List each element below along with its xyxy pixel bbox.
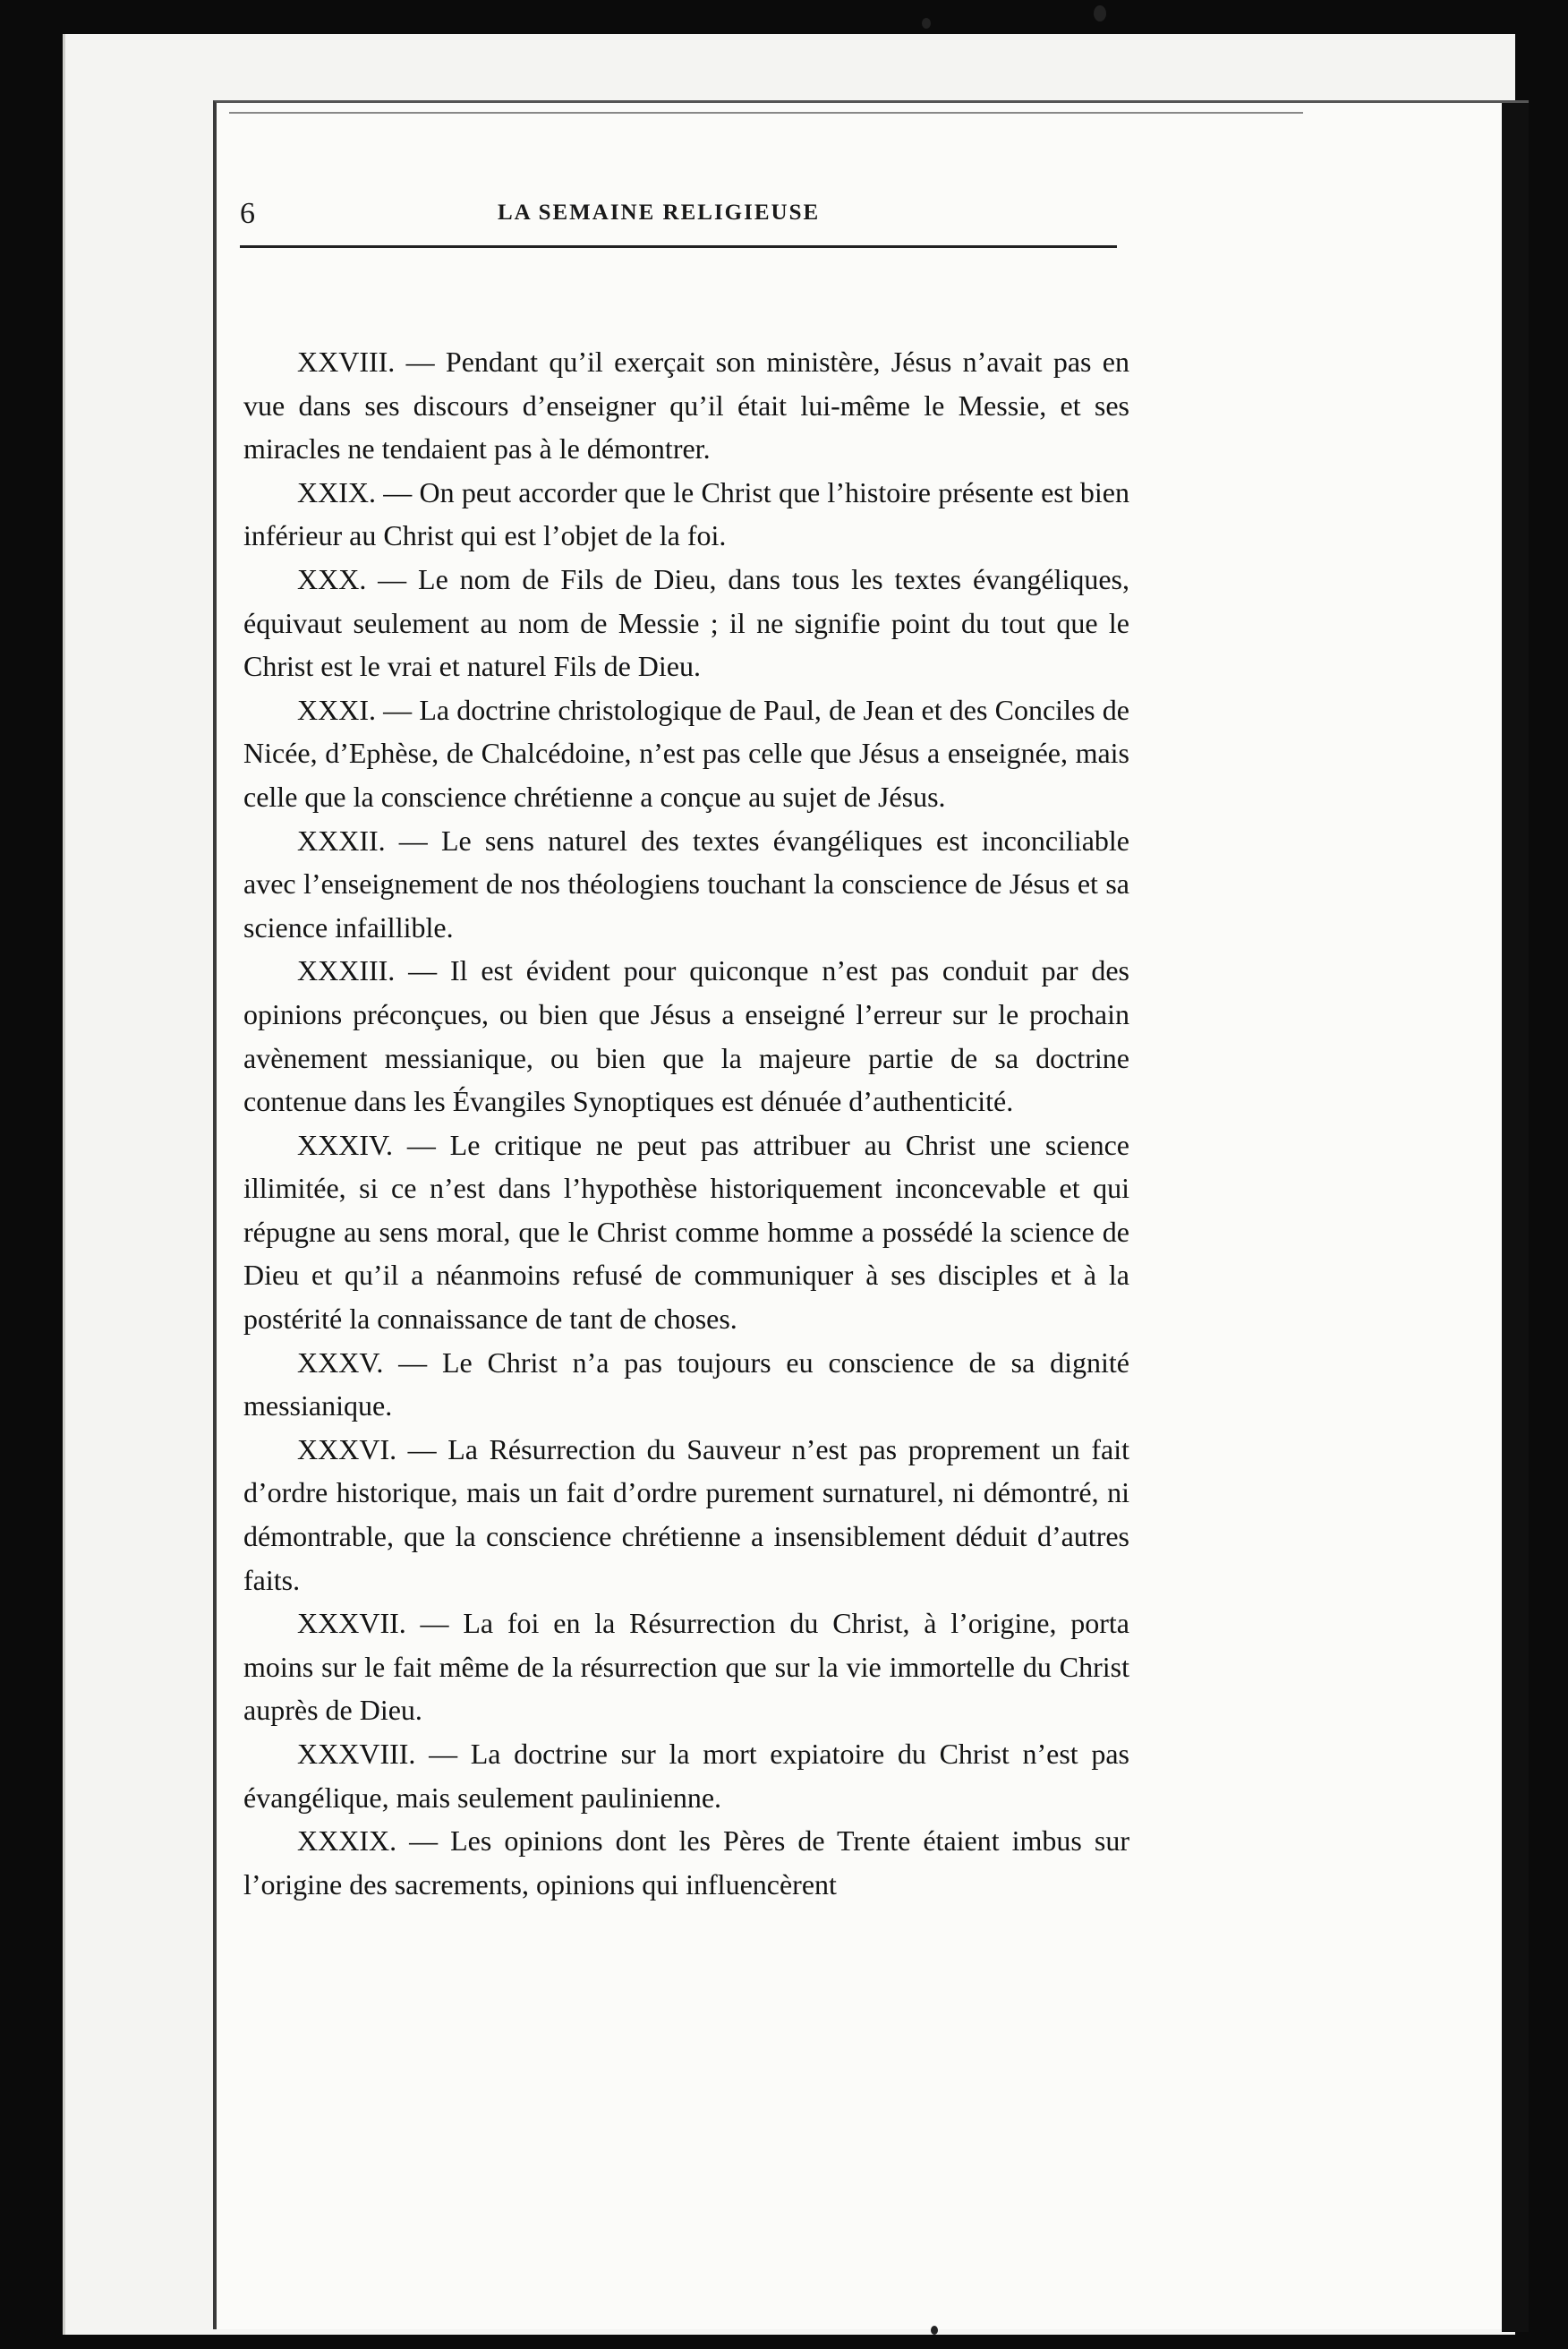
article-xxviii: XXVIII. — Pendant qu’il exerçait son ministère, Jésus n’avait pas en vue dans ses discours d’enseigner qu’il était lui-même le Messie, et ses miracles ne tendaient pas à le démontrer.: [243, 346, 1129, 466]
article-xxxi: XXXI. — La doctrine christologique de Paul, de Jean et des Conciles de Nicée, d’Ephèse, de Chalcédoine, n’est pas celle que Jésus a enseignée, mais celle que la conscience chrétienne a conçue au sujet de Jésus.: [243, 693, 1129, 813]
article-xxxv: XXXV. — Le Christ n’a pas toujours eu conscience de sa dignité messianique.: [243, 1345, 1129, 1422]
article-xxxii: XXXII. — Le sens naturel des textes évangéliques est inconciliable avec l’enseignement de nos théologiens touchant la conscience de Jésus et sa science infaillible.: [243, 824, 1129, 944]
article-xxxviii: XXXVIII. — La doctrine sur la mort expiatoire du Christ n’est pas évangélique, mais seulement paulinienne.: [243, 1738, 1129, 1814]
dark-edge: [1502, 103, 1529, 2332]
frame-rule: [229, 112, 1303, 114]
body-text: [243, 340, 1129, 1906]
page-header-title: LA SEMAINE RELIGIEUSE: [498, 201, 821, 225]
article-xxxvii: XXXVII. — La foi en la Résurrection du Christ, à l’origine, porta moins sur le fait même de la résurrection que sur la vie immortelle du Christ auprès de Dieu.: [243, 1607, 1129, 1727]
article-xxx: XXX. — Le nom de Fils de Dieu, dans tous les textes évangéliques, équivaut seulement au nom de Messie ; il ne signifie point du tout que le Christ est le vrai et naturel Fils de Dieu.: [243, 562, 1129, 683]
scan-speck: [931, 2326, 938, 2335]
article-xxxiv: XXXIV. — Le critique ne peut pas attribuer au Christ une science illimitée, si ce n’est dans l’hypothèse historiquement inconcevable et qui répugne au sens moral, que le Christ comme homme a possédé la science de Dieu et qu’il a néanmoins refusé de communiquer à ses disciples et à la postérité la connaissance de tant de choses.: [243, 1128, 1129, 1336]
article-xxxix: XXXIX. — Les opinions dont les Pères de Trente étaient imbus sur l’origine des sacrements, opinions qui influencèrent: [243, 1824, 1129, 1901]
header-rule: [240, 245, 1117, 248]
article-xxxvi: XXXVI. — La Résurrection du Sauveur n’est pas proprement un fait d’ordre historique, mais un fait d’ordre purement surnaturel, ni démontré, ni démontrable, que la conscience chrétienne a insensiblement déduit d’autres faits.: [243, 1432, 1129, 1596]
article-xxix: XXIX. — On peut accorder que le Christ que l’histoire présente est bien inférieur au Christ qui est l’objet de la foi.: [243, 475, 1129, 552]
scan-speck: [1094, 5, 1106, 21]
scan-speck: [922, 18, 931, 29]
article-xxxiii: XXXIII. — Il est évident pour quiconque n’est pas conduit par des opinions préconçues, ou bien que Jésus a enseigné l’erreur sur le prochain avènement messianique, ou bien que la majeure partie de sa doctrine contenue dans les Évangiles Synoptiques est dénuée d’authenticité.: [243, 954, 1129, 1118]
page-number: 6: [240, 197, 256, 230]
